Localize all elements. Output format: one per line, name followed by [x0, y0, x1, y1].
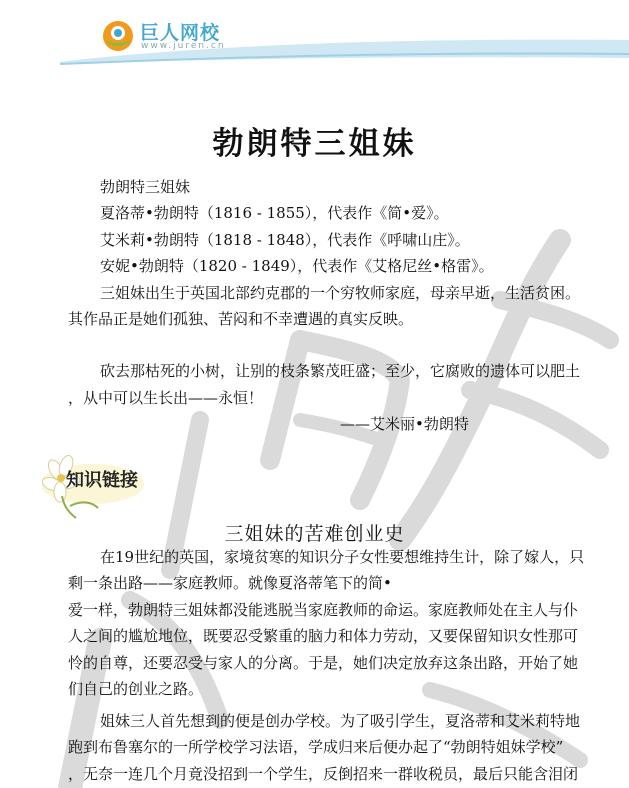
paragraph-line: 三姐妹出生于英国北部约克郡的一个穷牧师家庭，母亲早逝，生活贫困。	[100, 284, 581, 302]
paragraph-line: 其作品正是她们孤独、苦闷和不幸遭遇的真实反映。	[68, 310, 414, 328]
body-line: 姐妹三人首先想到的便是创办学校。为了吸引学生，夏洛蒂和艾米莉特地	[100, 712, 581, 730]
body-line: ，无奈一连几个月竟没招到一个学生，反倒招来一群收税员，最后只能含泪闭	[68, 765, 579, 783]
sister-line: 夏洛蒂•勃朗特（1816 - 1855），代表作《简•爱》。	[100, 204, 449, 222]
quote-line: ，从中可以生长出——永恒！	[68, 389, 264, 407]
sister-line: 艾米莉•勃朗特（1818 - 1848），代表作《呼啸山庄》。	[100, 231, 470, 249]
section-subtitle: 三姐妹的苦难创业史	[224, 523, 405, 545]
body-line: 在19世纪的英国，家境贫寒的知识分子女性要想维持生计，除了嫁人，只	[100, 548, 585, 566]
body-line: 人之间的尴尬地位，既要忍受繁重的脑力和体力劳动，又要保留知识女性那可	[68, 627, 579, 645]
juren-logo-icon	[102, 20, 134, 52]
quote-attribution: ——艾米丽•勃朗特	[340, 415, 469, 433]
body-line: 爱一样，勃朗特三姐妹都没能逃脱当家庭教师的命运。家庭教师处在主人与仆	[68, 601, 579, 619]
body-line: 跑到布鲁塞尔的一所学校学习法语，学成归来后便办起了“勃朗特姐妹学校”	[68, 738, 564, 756]
header-swoosh	[0, 0, 629, 70]
page-header	[0, 0, 629, 70]
brand-name: 巨人网校	[140, 22, 221, 44]
brand-url: www.juren.cn	[141, 41, 226, 51]
page-title: 勃朗特三姐妹	[212, 126, 417, 162]
intro-heading: 勃朗特三姐妹	[100, 178, 191, 196]
body-line: 怜的自尊，还要忍受与家人的分离。于是，她们决定放弃这条出路，开始了她	[68, 654, 579, 672]
sister-line: 安妮•勃朗特（1820 - 1849），代表作《艾格尼丝•格雷》。	[100, 257, 494, 275]
quote-line: 砍去那枯死的小树，让别的枝条繁茂旺盛；至少，它腐败的遗体可以肥土	[100, 362, 581, 380]
section-tag: 知识链接	[66, 470, 138, 491]
body-line: 剩一条出路——家庭教师。就像夏洛蒂笔下的简•	[68, 574, 392, 592]
body-line: 们自己的创业之路。	[68, 680, 204, 698]
